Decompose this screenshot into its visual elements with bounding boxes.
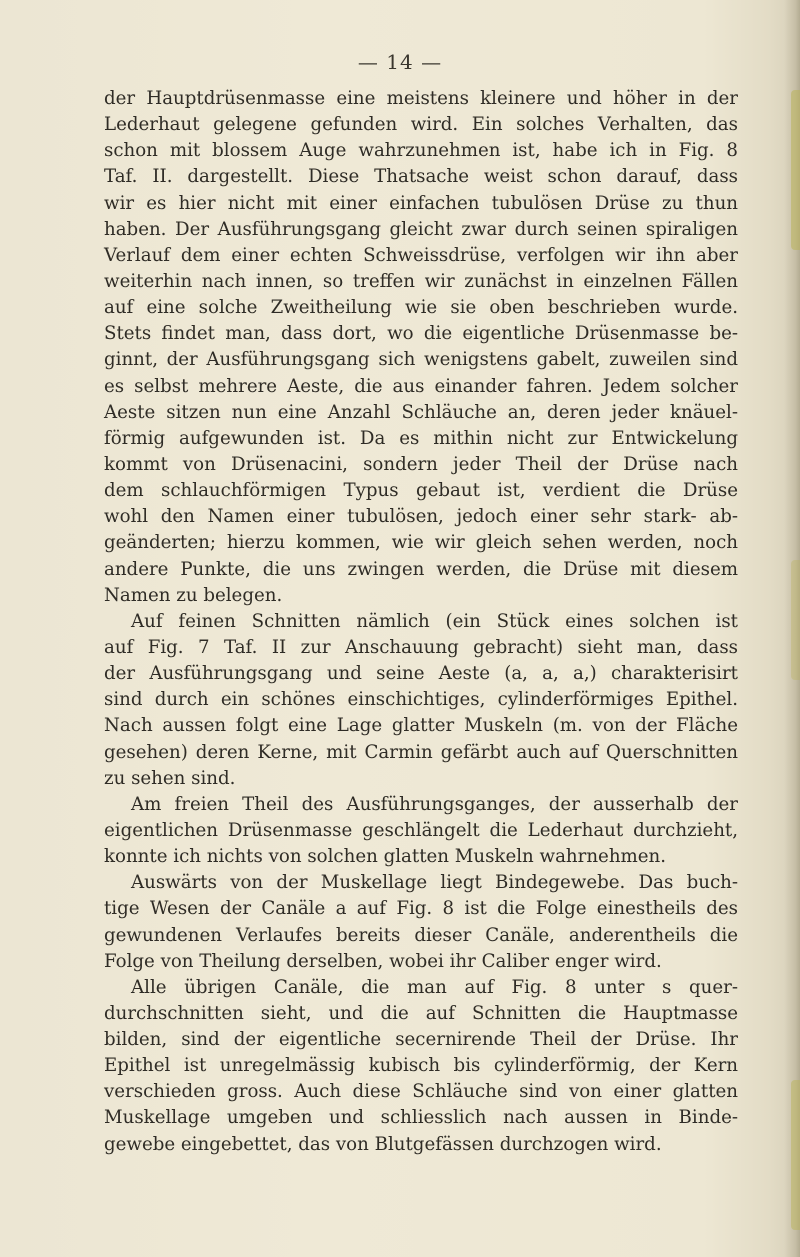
text-line: wohl den Namen einer tubulösen, jedoch einer sehr stark- ab- (104, 506, 738, 528)
text-line: wir es hier nicht mit einer einfachen tubulösen Drüse zu thun (104, 192, 738, 214)
page-edge-stain (791, 1080, 800, 1230)
text-line: tige Wesen der Canäle a auf Fig. 8 ist die Folge einestheils des (104, 898, 738, 920)
text-line: es selbst mehrere Aeste, die aus einander fahren. Jedem solcher (104, 375, 738, 397)
text-line: haben. Der Ausführungsgang gleicht zwar durch seinen spiraligen (104, 218, 738, 240)
text-line: bilden, sind der eigentliche secernirende Theil der Drüse. Ihr (104, 1029, 738, 1051)
text-line: kommt von Drüsenacini, sondern jeder Theil der Drüse nach (104, 453, 738, 475)
text-line: dem schlauchförmigen Typus gebaut ist, verdient die Drüse (104, 480, 738, 502)
text-line: auf eine solche Zweitheilung wie sie oben beschrieben wurde. (104, 297, 738, 319)
text-line: durchschnitten sieht, und die auf Schnitten die Hauptmasse (104, 1002, 738, 1024)
text-line: eigentlichen Drüsenmasse geschlängelt die Lederhaut durchzieht, (104, 819, 738, 841)
text-line: andere Punkte, die uns zwingen werden, die Drüse mit diesem (104, 558, 738, 580)
text-line: Auswärts von der Muskellage liegt Bindegewebe. Das buch- (131, 872, 738, 894)
text-line: Alle übrigen Canäle, die man auf Fig. 8 unter s quer- (131, 976, 738, 998)
text-line: schon mit blossem Auge wahrzunehmen ist, habe ich in Fig. 8 (104, 140, 738, 162)
text-line: Auf feinen Schnitten nämlich (ein Stück eines solchen ist (131, 610, 738, 632)
text-line: der Ausführungsgang und seine Aeste (a, a, a,) charakterisirt (104, 663, 738, 685)
text-line: Epithel ist unregelmässig kubisch bis cylinderförmig, der Kern (104, 1055, 738, 1077)
text-line: Verlauf dem einer echten Schweissdrüse, verfolgen wir ihn aber (104, 244, 738, 266)
text-line: Aeste sitzen nun eine Anzahl Schläuche an, deren jeder knäuel- (104, 401, 738, 423)
text-line: gewundenen Verlaufes bereits dieser Canäle, anderentheils die (104, 924, 738, 946)
text-line: gesehen) deren Kerne, mit Carmin gefärbt auch auf Querschnitten (104, 741, 738, 763)
text-line: ginnt, der Ausführungsgang sich wenigstens gabelt, zuweilen sind (104, 349, 738, 371)
text-line: Stets findet man, dass dort, wo die eigentliche Drüsenmasse be- (104, 323, 738, 345)
text-line: Folge von Theilung derselben, wobei ihr Caliber enger wird. (104, 950, 662, 972)
text-line: geänderten; hierzu kommen, wie wir gleich sehen werden, noch (104, 532, 738, 554)
text-line: der Hauptdrüsenmasse eine meistens kleinere und höher in der (104, 88, 738, 109)
text-line: Lederhaut gelegene gefunden wird. Ein solches Verhalten, das (104, 114, 738, 136)
text-line: Muskellage umgeben und schliesslich nach aussen in Binde- (104, 1107, 738, 1129)
text-line: konnte ich nichts von solchen glatten Muskeln wahrnehmen. (104, 846, 667, 868)
body-text (104, 86, 738, 1158)
page-number-header: — 14 — (357, 50, 443, 74)
page-edge-stain (791, 560, 800, 680)
text-line: weiterhin nach innen, so treffen wir zunächst in einzelnen Fällen (104, 270, 738, 292)
text-line: Am freien Theil des Ausführungsganges, der ausserhalb der (131, 793, 738, 815)
text-line: Taf. II. dargestellt. Diese Thatsache weist schon darauf, dass (104, 166, 738, 188)
text-line: zu sehen sind. (104, 767, 236, 789)
text-line: Namen zu belegen. (104, 584, 283, 606)
text-line: Nach aussen folgt eine Lage glatter Muskeln (m. von der Fläche (104, 715, 738, 737)
text-line: sind durch ein schönes einschichtiges, cylinderförmiges Epithel. (104, 689, 738, 711)
page-edge-stain (791, 90, 800, 250)
text-line: verschieden gross. Auch diese Schläuche sind von einer glatten (104, 1081, 738, 1103)
text-line: förmig aufgewunden ist. Da es mithin nicht zur Entwickelung (104, 427, 738, 449)
text-line: auf Fig. 7 Taf. II zur Anschauung gebracht) sieht man, dass (104, 636, 738, 658)
text-line: gewebe eingebettet, das von Blutgefässen durchzogen wird. (104, 1133, 662, 1155)
